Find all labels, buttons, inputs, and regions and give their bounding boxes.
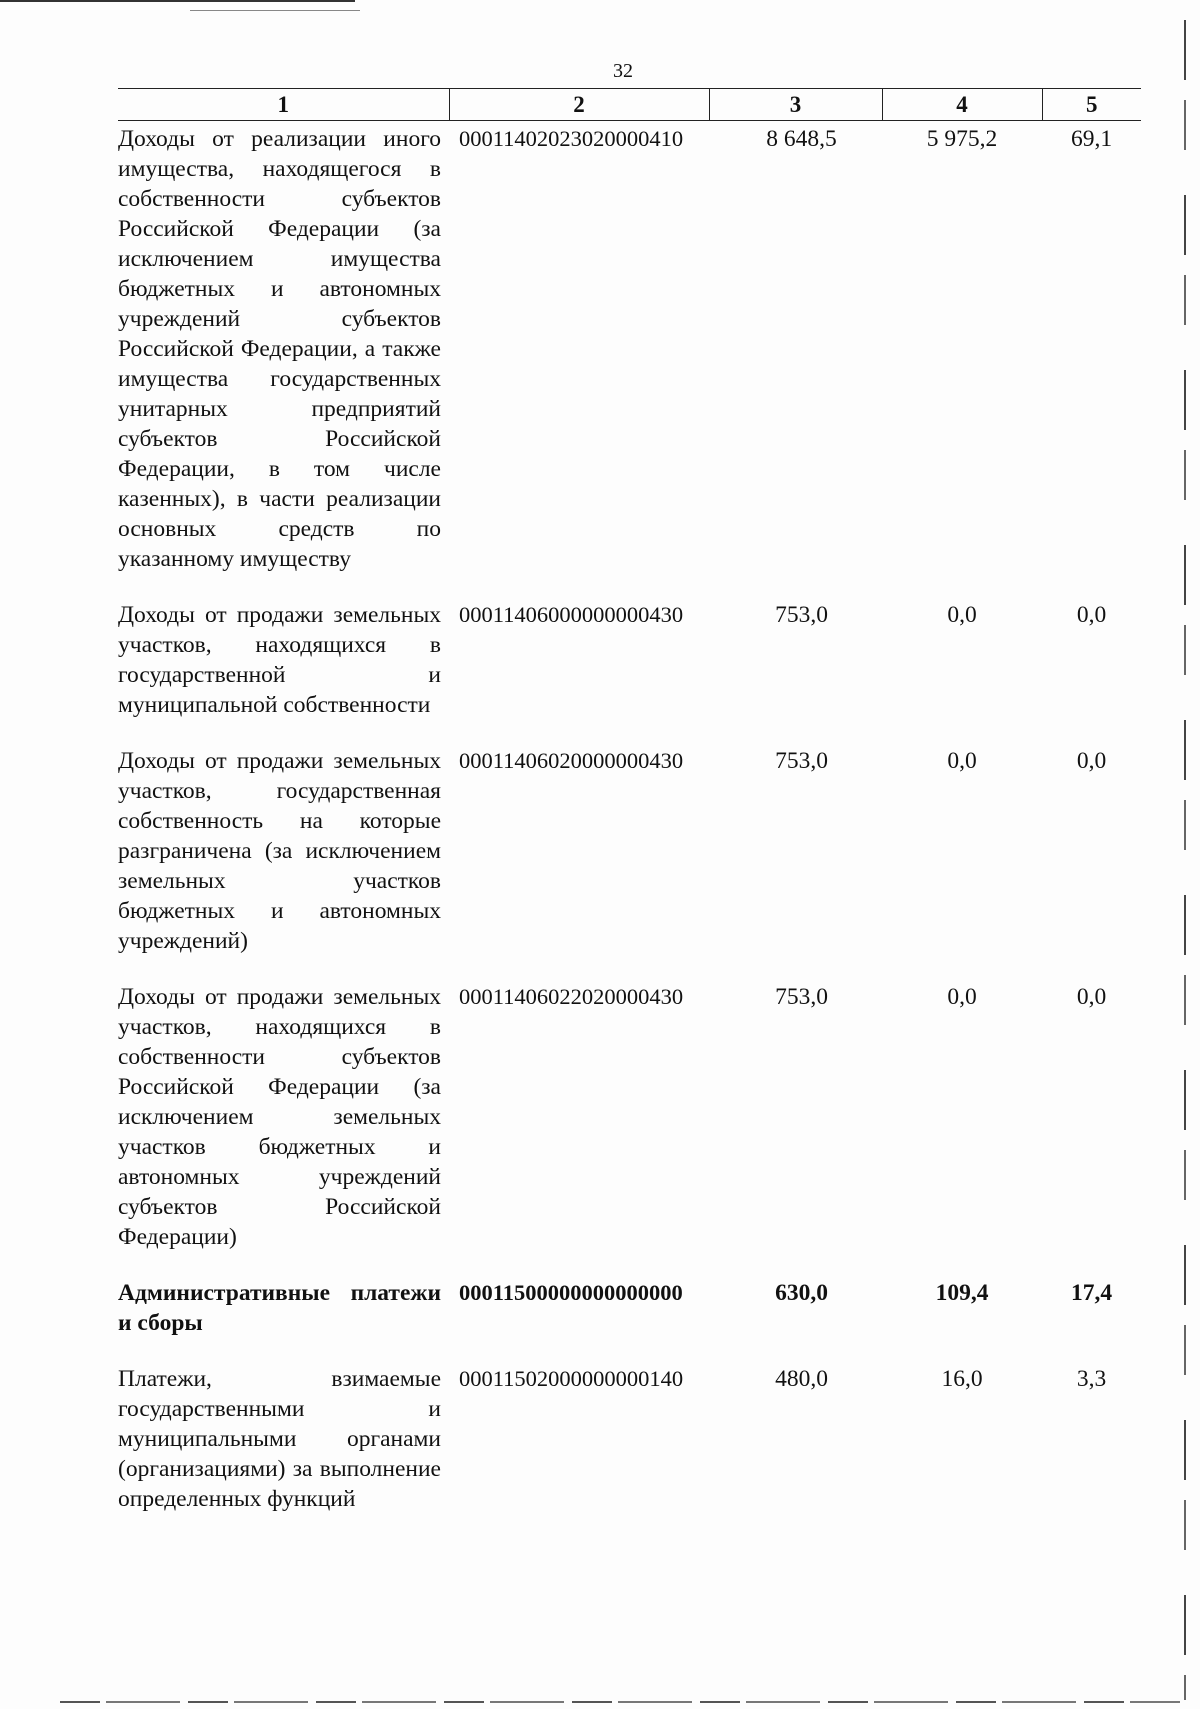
row-description: Доходы от продажи земельных участков, государственная собственность на которые разграничена (за исключением земельных участков бюджетных и автономных учреждений) [118, 748, 441, 954]
row-code: 00011402023020000410 [459, 126, 684, 151]
row-description: Платежи, взимаемые государственными и муниципальными органами (организациями) за выполнение определенных функций [118, 1366, 441, 1512]
row-col3: 753,0 [775, 748, 828, 774]
header-row [118, 89, 1141, 121]
row-col4: 0,0 [947, 984, 977, 1010]
scan-edge-top [0, 0, 355, 2]
row-col3: 480,0 [775, 1366, 828, 1392]
scan-edge-bottom [60, 1701, 1180, 1703]
table-header [118, 89, 1141, 121]
row-code: 00011406020000000430 [459, 748, 684, 773]
row-col4: 0,0 [947, 602, 977, 628]
row-col5: 3,3 [1076, 1366, 1107, 1392]
table-row [118, 600, 1141, 746]
table-body [118, 121, 1141, 1541]
row-col4: 109,4 [935, 1280, 989, 1306]
row-col3: 8 648,5 [766, 126, 837, 152]
header-col-1: 1 [118, 89, 449, 121]
row-col5: 0,0 [1076, 602, 1107, 628]
row-code: 00011406000000000430 [459, 602, 684, 627]
header-col-3: 3 [709, 89, 882, 121]
row-code: 00011406022020000430 [459, 984, 684, 1009]
table-row [118, 1364, 1141, 1540]
page-number: 32 [613, 60, 633, 82]
row-code: 00011500000000000000 [459, 1280, 683, 1305]
table-row [118, 746, 1141, 982]
header-col-5: 5 [1042, 89, 1141, 121]
scan-edge-top-secondary [190, 10, 360, 11]
table-row [118, 982, 1141, 1278]
row-description: Доходы от продажи земельных участков, находящихся в собственности субъектов Российской Федерации (за исключением земельных участков бюджетных и автономных учреждений субъектов Российской Федерации) [118, 984, 441, 1250]
row-col3: 630,0 [775, 1280, 828, 1306]
row-description: Административные платежи и сборы [118, 1280, 441, 1336]
budget-table [118, 88, 1141, 1540]
row-code: 00011502000000000140 [459, 1366, 684, 1391]
row-col4: 16,0 [941, 1366, 983, 1392]
row-col5: 17,4 [1070, 1280, 1113, 1306]
row-col5: 69,1 [1070, 126, 1113, 152]
header-col-4: 4 [882, 89, 1042, 121]
row-description: Доходы от продажи земельных участков, находящихся в государственной и муниципальной собственности [118, 602, 441, 718]
header-col-2: 2 [449, 89, 709, 121]
table-row [118, 121, 1141, 601]
row-description: Доходы от реализации иного имущества, находящегося в собственности субъектов Российской Федерации (за исключением имущества бюджетных и автономных учреждений субъектов Российской Федерации, а также имущества государственных унитарных предприятий субъектов Российской Федерации, в том числе казенных), в части реализации основных средств по указанному имуществу [118, 126, 441, 572]
row-col5: 0,0 [1076, 984, 1107, 1010]
row-col5: 0,0 [1076, 748, 1107, 774]
row-col3: 753,0 [775, 602, 828, 628]
scan-edge-right [1184, 20, 1186, 1700]
table-row-section-total [118, 1278, 1141, 1364]
row-col4: 0,0 [947, 748, 977, 774]
row-col3: 753,0 [775, 984, 828, 1010]
row-col4: 5 975,2 [926, 126, 998, 152]
